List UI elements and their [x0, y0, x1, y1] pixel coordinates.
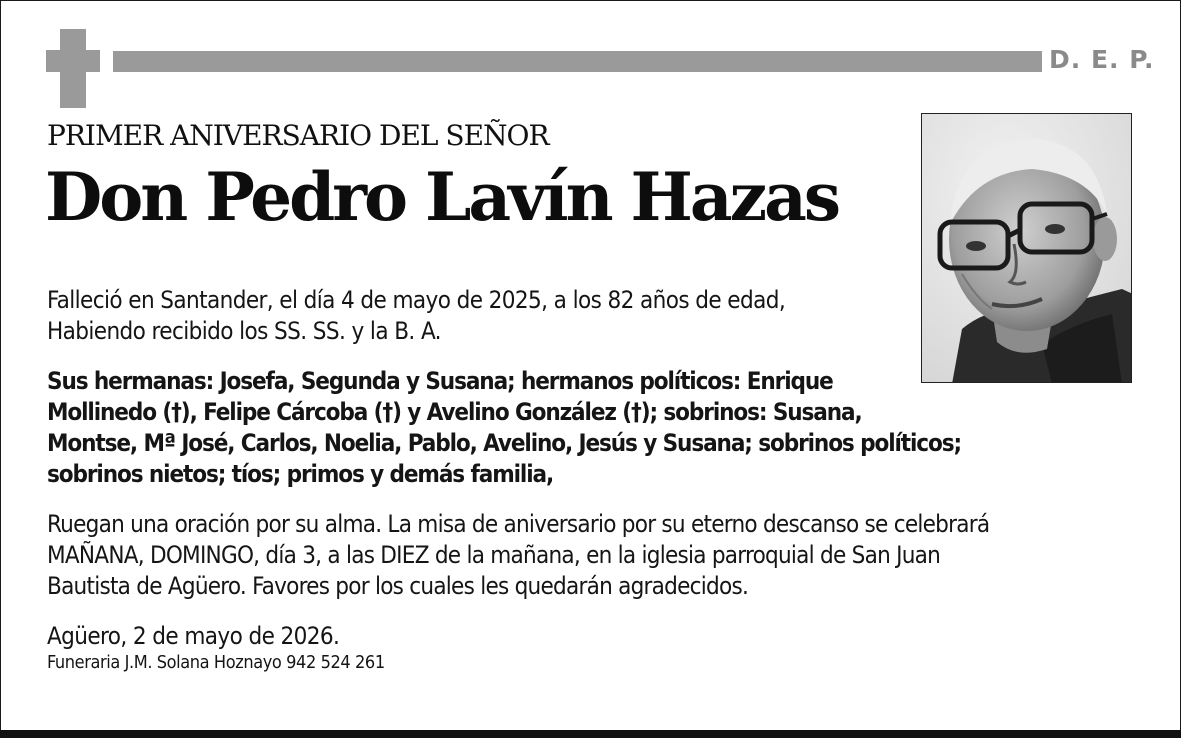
dep-label: D. E. P. — [1049, 45, 1155, 74]
mass-line: Ruegan una oración por su alma. La misa de aniversario por su eterno descanso se celebrará — [47, 510, 990, 538]
deceased-name: Don Pedro Lavín Hazas — [45, 158, 839, 236]
family-line: Sus hermanas: Josefa, Segunda y Susana; hermanos políticos: Enrique — [47, 367, 833, 395]
family-line: Montse, Mª José, Carlos, Noelia, Pablo, Avelino, Jesús y Susana; sobrinos políticos; — [47, 429, 962, 457]
funeral-home: Funeraria J.M. Solana Hoznayo 942 524 261 — [47, 652, 385, 673]
family-list — [47, 366, 1047, 490]
mass-line: Bautista de Agüero. Favores por los cuales les quedarán agradecidos. — [47, 572, 749, 600]
header-rule — [113, 51, 1042, 72]
portrait-photo-icon — [921, 113, 1132, 383]
death-line: Habiendo recibido los SS. SS. y la B. A. — [47, 317, 441, 345]
death-announcement — [47, 285, 907, 347]
place-date: Agüero, 2 de mayo de 2026. — [47, 622, 340, 650]
family-line: Mollinedo (†), Felipe Cárcoba (†) y Avelino González (†); sobrinos: Susana, — [47, 398, 862, 426]
notice-kicker: PRIMER ANIVERSARIO DEL SEÑOR — [47, 119, 549, 152]
bottom-border — [0, 730, 1181, 738]
death-line: Falleció en Santander, el día 4 de mayo de 2025, a los 82 años de edad, — [47, 286, 786, 314]
family-line: sobrinos nietos; tíos; primos y demás familia, — [47, 460, 554, 488]
mass-announcement — [47, 509, 1147, 602]
cross-icon-arm — [46, 50, 100, 72]
mass-line: MAÑANA, DOMINGO, día 3, a las DIEZ de la mañana, en la iglesia parroquial de San Juan — [47, 541, 941, 569]
